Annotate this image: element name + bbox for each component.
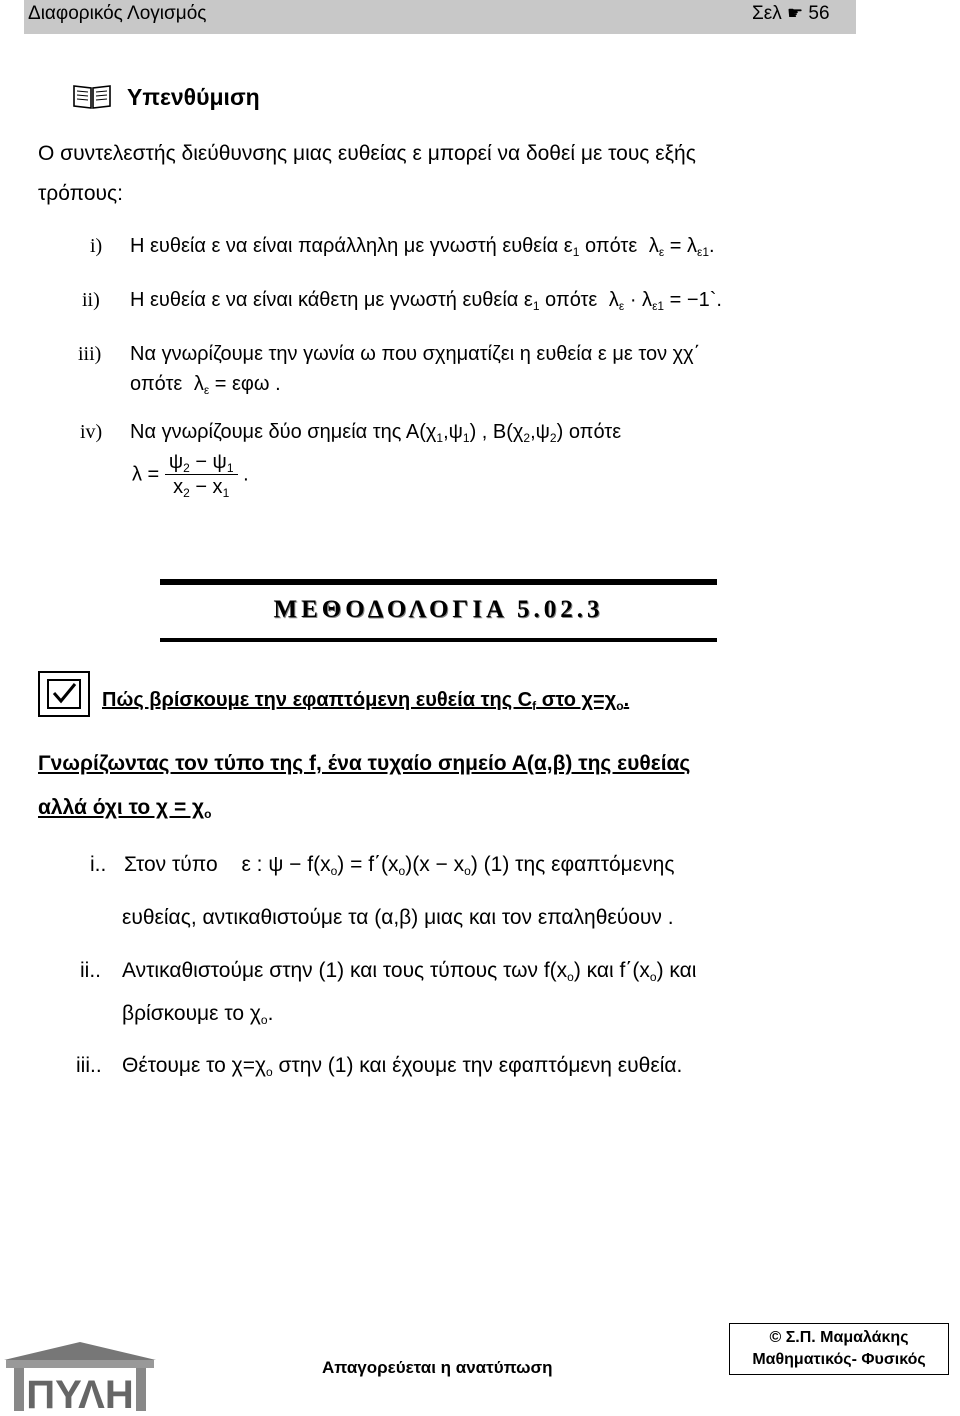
copy-notice: Απαγορεύεται η ανατύπωση <box>322 1358 553 1377</box>
slope-formula: λ = $\frac{\psi_2 - \psi_1}{x_2 - x_1}$ . <box>132 451 249 500</box>
question-text: Πώς βρίσκουμε την εφαπτόμενη ευθεία της $C_f$ στο $\chi=\chi_o$. <box>102 689 630 713</box>
publisher-logo <box>0 1338 160 1411</box>
item-number: iii) <box>78 343 102 365</box>
reminder-item-text: Η ευθεία ε να είναι κάθετη με γνωστή ευθεία $\varepsilon_1$ οπότε $\lambda_\varepsilon \cdot \lambda_{\varepsilon 1}$ = −1`. <box>130 289 722 313</box>
reminder-title: Υπενθύμιση <box>127 84 260 110</box>
header-page <box>752 3 830 25</box>
checkbox-checked-icon <box>47 679 81 709</box>
step-text: Θέτουμε το $\chi=\chi_o$ στην (1) και έχουμε την εφαπτόμενη ευθεία. <box>122 1054 683 1079</box>
pointing-hand-icon: ☛ <box>787 3 804 23</box>
page-number: 56 <box>808 3 830 24</box>
step-text: Αντικαθιστούμε στην (1) και τους τύπους των $f(x_o)$ και $f΄(x_o)$ και <box>122 959 697 984</box>
reminder-item-text: Να γνωρίζουμε την γωνία ω που σχηματίζει η ευθεία ε με τον χχ΄ <box>130 343 701 365</box>
logo-text: ΠΥΛΗ <box>26 1373 134 1411</box>
step-number: iii.. <box>76 1054 102 1077</box>
item-number: i) <box>90 235 103 257</box>
reminder-intro-line2: τρόπους: <box>38 182 123 205</box>
page-prefix: Σελ <box>752 3 782 24</box>
step-number: i.. <box>90 853 107 876</box>
given-line1: Γνωρίζωντας τον τύπο της f, ένα τυχαίο σημείο Α(α,β) της ευθείας <box>38 752 691 775</box>
method-title: ΜΕΘΟΔΟΛΟΓΙΑ 5.02.3 <box>273 596 604 623</box>
item-number: ii) <box>82 289 100 311</box>
item-number: iv) <box>80 421 103 443</box>
header-title: Διαφορικός Λογισμός <box>28 3 207 24</box>
reminder-item-formula: οπότε $\lambda_\varepsilon = \varepsilon\varphi\omega$ . <box>130 373 281 397</box>
method-top-bar <box>160 579 717 585</box>
method-bottom-bar <box>160 638 717 642</box>
reminder-item-text: Η ευθεία ε να είναι παράλληλη με γνωστή ευθεία $\varepsilon_1$ οπότε $\lambda_\varepsilon = \lambda_{\varepsilon 1}$. <box>130 235 715 259</box>
step-number: ii.. <box>80 959 101 982</box>
copyright-box <box>729 1323 949 1375</box>
copyright-line2: Μαθηματικός- Φυσικός <box>752 1351 926 1368</box>
step-text-line2: βρίσκουμε το $\chi_o$. <box>122 1002 274 1027</box>
reminder-item-text: Να γνωρίζουμε δύο σημεία της $A(\chi_1,\psi_1)$ , $B(\chi_2,\psi_2)$ οπότε <box>130 421 622 445</box>
step-text-line2: ευθείας, αντικαθιστούμε τα (α,β) μιας και τον επαληθεύουν . <box>122 906 674 929</box>
reminder-intro-line1: Ο συντελεστής διεύθυνσης μιας ευθείας ε μπορεί να δοθεί με τους εξής <box>38 142 696 165</box>
given-line2: αλλά όχι το $\chi = \chi_o$ <box>38 796 212 821</box>
step-text: Στον τύπο ε : $\psi - f(x_o) = f΄(x_o)(x - x_o)$ (1) της εφαπτόμενης <box>124 853 675 878</box>
open-book-icon <box>72 82 112 110</box>
copyright-line1: © Σ.Π. Μαμαλάκης <box>769 1329 909 1346</box>
